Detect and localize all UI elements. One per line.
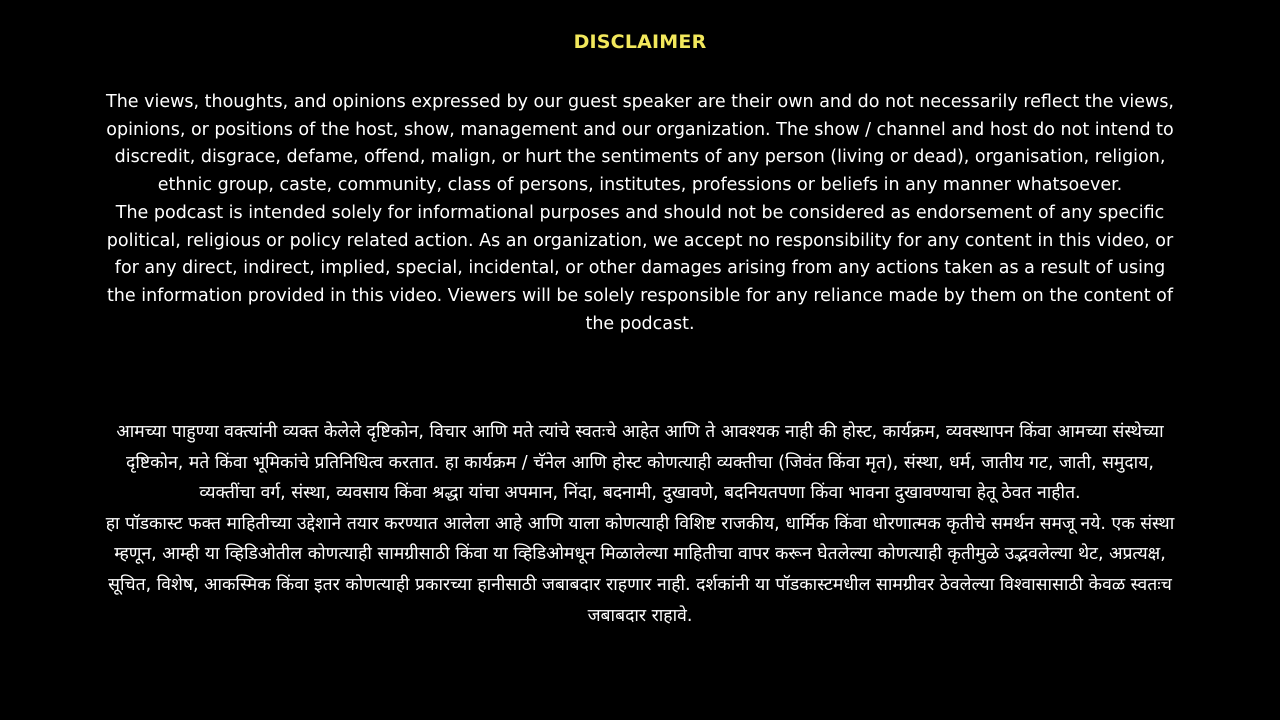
english-paragraph-2: The podcast is intended solely for informational purposes and should not be considered as endorsement of any specific political, religious or policy related action. As an organization, we accept no responsibility for any content in this video, or for any direct, indirect, implied, special, incidental, or other damages arising from any actions taken as a result of using the information provided in this video. Viewers will be solely responsible for any reliance made by them on the content of the podcast. (106, 202, 1174, 334)
english-paragraph-1: The views, thoughts, and opinions expressed by our guest speaker are their own and do not necessarily reflect the views, opinions, or positions of the host, show, management and our organization. The show / channel and host do not intend to discredit, disgrace, defame, offend, malign, or hurt the sentiments of any person (living or dead), organisation, religion, ethnic group, caste, community, class of persons, institutes, professions or beliefs in any manner whatsoever. (106, 92, 1174, 196)
disclaimer-title: DISCLAIMER (573, 31, 707, 53)
english-disclaimer (100, 89, 1180, 338)
marathi-paragraph-2: हा पॉडकास्ट फक्त माहितीच्या उद्देशाने तयार करण्यात आलेला आहे आणि याला कोणत्याही विशिष्ट राजकीय, धार्मिक किंवा धोरणात्मक कृतीचे समर्थन समजू नये. एक संस्था म्हणून, आम्ही या व्हिडिओतील कोणत्याही सामग्रीसाठी किंवा या व्हिडिओमधून मिळालेल्या माहितीचा वापर करून घेतलेल्या कोणत्याही कृतीमुळे उद्भवलेल्या थेट, अप्रत्यक्ष, सूचित, विशेष, आकस्मिक किंवा इतर कोणत्याही प्रकारच्या हानीसाठी जबाबदार राहणार नाही. दर्शकांनी या पॉडकास्टमधील सामग्रीवर ठेवलेल्या विश्वासासाठी केवळ स्वतःच जबाबदार राहावे. (105, 513, 1175, 626)
marathi-disclaimer (100, 417, 1180, 631)
marathi-paragraph-1: आमच्या पाहुण्या वक्त्यांनी व्यक्त केलेले दृष्टिकोन, विचार आणि मते त्यांचे स्वतःचे आहेत आणि ते आवश्यक नाही की होस्ट, कार्यक्रम, व्यवस्थापन किंवा आमच्या संस्थेच्या दृष्टिकोन, मते किंवा भूमिकांचे प्रतिनिधित्व करतात. हा कार्यक्रम / चॅनेल आणि होस्ट कोणत्याही व्यक्तीचा (जिवंत किंवा मृत), संस्था, धर्म, जातीय गट, जाती, समुदाय, व्यक्तींचा वर्ग, संस्था, व्यवसाय किंवा श्रद्धा यांचा अपमान, निंदा, बदनामी, दुखावणे, बदनियतपणा किंवा भावना दुखावण्याचा हेतू ठेवत नाहीत. (116, 422, 1164, 504)
